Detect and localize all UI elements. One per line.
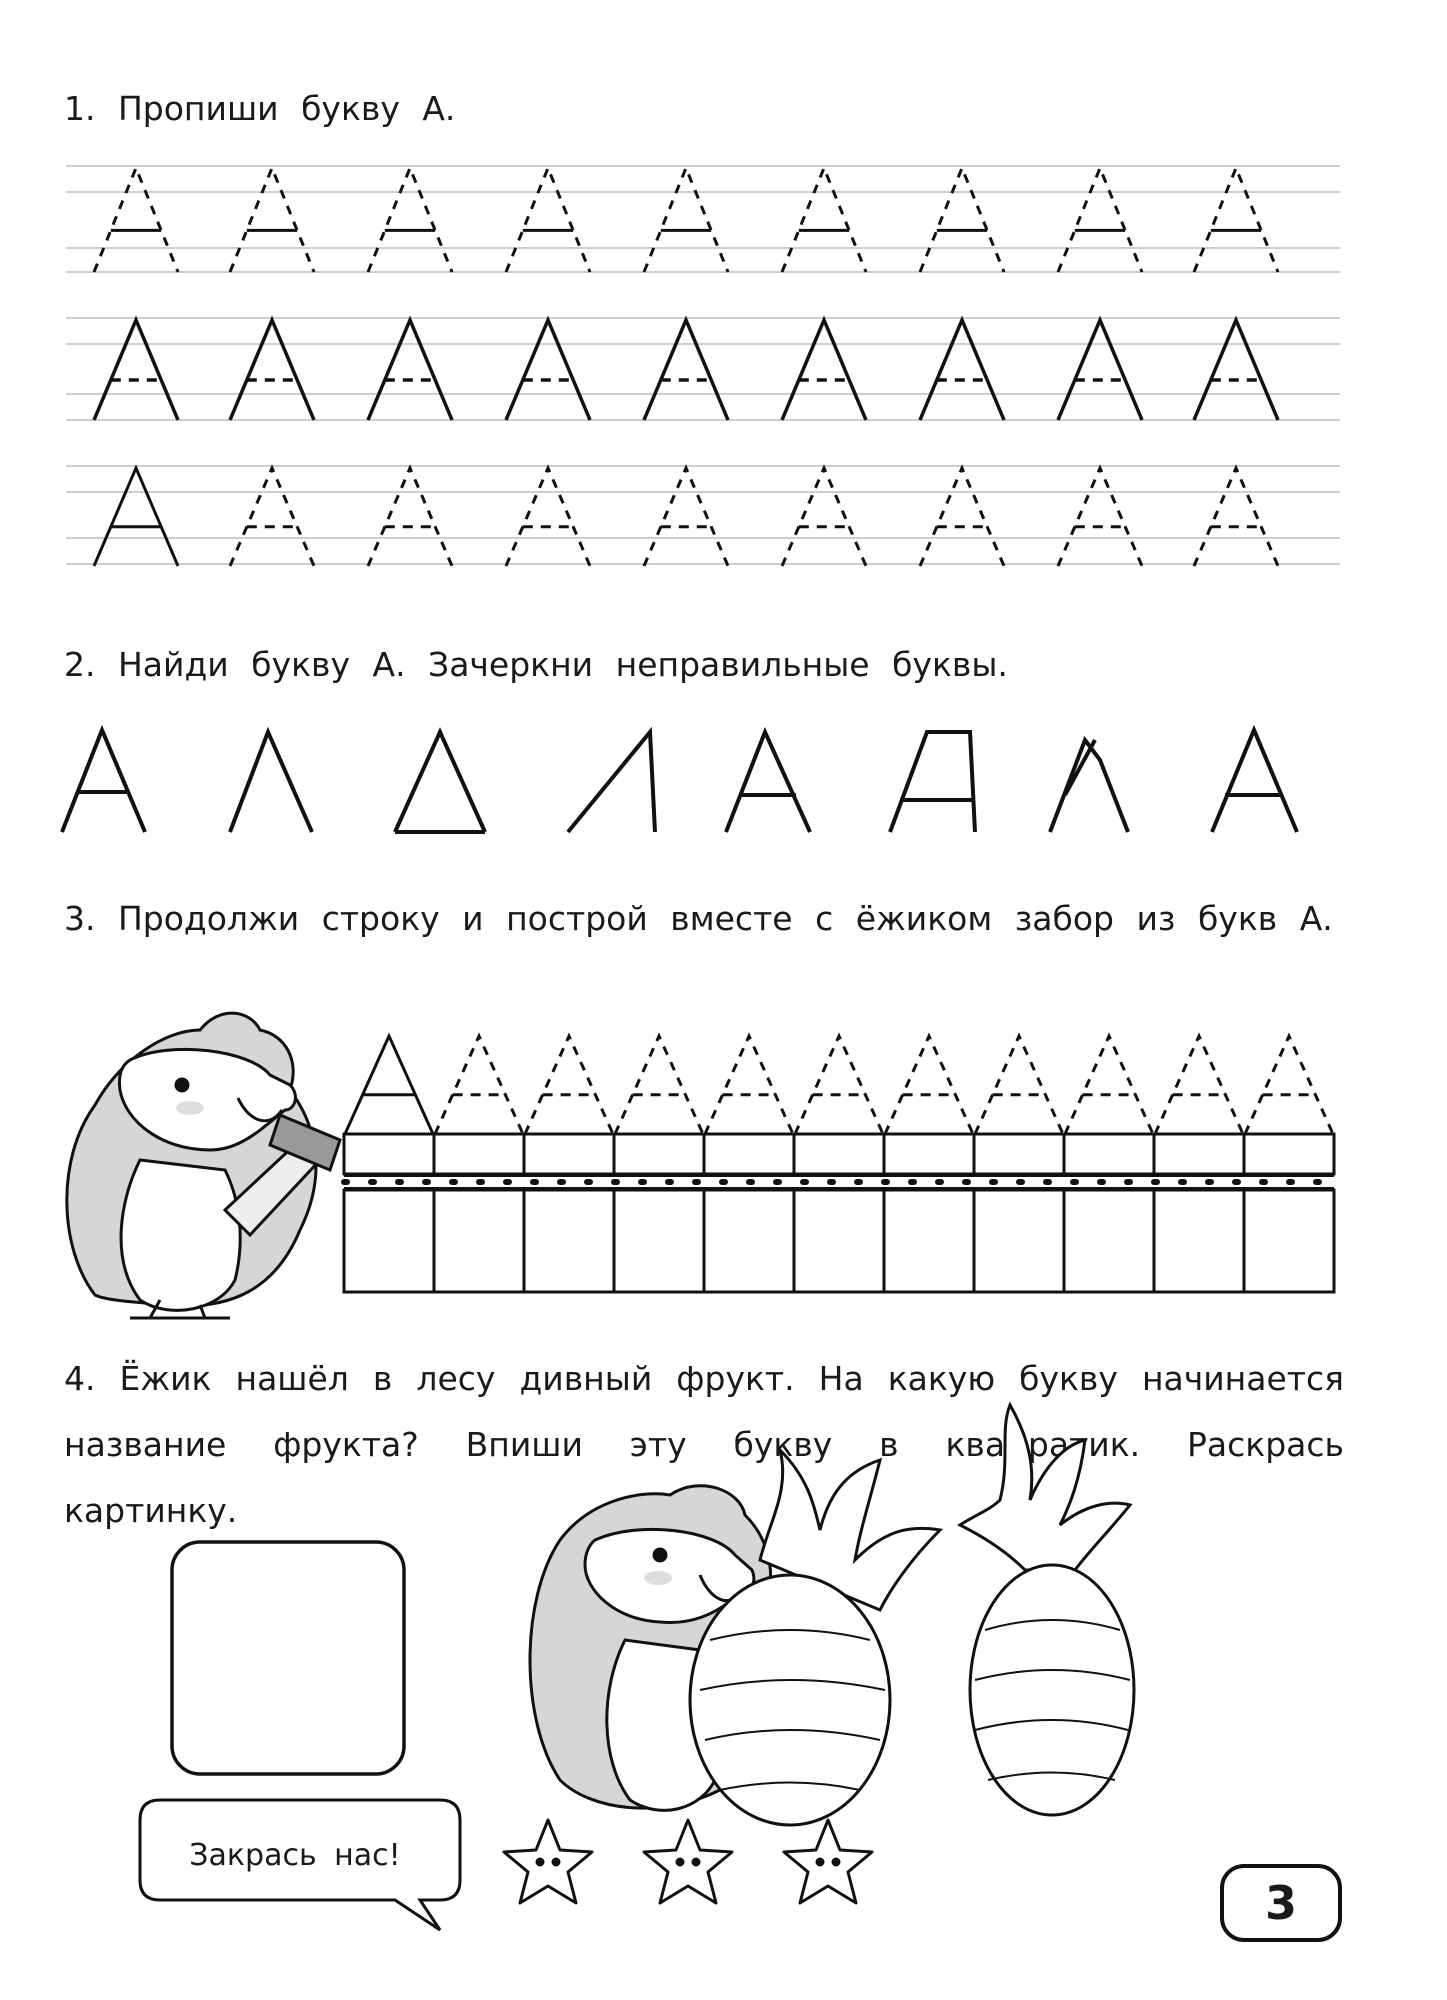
page-number: 3 [1264, 1876, 1297, 1930]
answer-box[interactable] [172, 1542, 404, 1774]
star-face-icon [504, 1820, 872, 1903]
task-2-text: 2. Найди букву А. Зачеркни неправильные буквы. [64, 645, 1008, 684]
task-4-text: 4. Ёжик нашёл в лесу дивный фрукт. На какую букву начинается название фрукта? Впиши эту букву в квадратик. Раскрась картинку. [64, 1359, 1344, 1530]
task-1-text: 1. Пропиши букву А. [64, 89, 456, 128]
speech-bubble-text: Закрась нас! [189, 1838, 401, 1873]
pineapple-icon [690, 1405, 1134, 1825]
task-3-text: 3. Продолжи строку и построй вместе с ёжиком забор из букв А. [64, 899, 1333, 938]
